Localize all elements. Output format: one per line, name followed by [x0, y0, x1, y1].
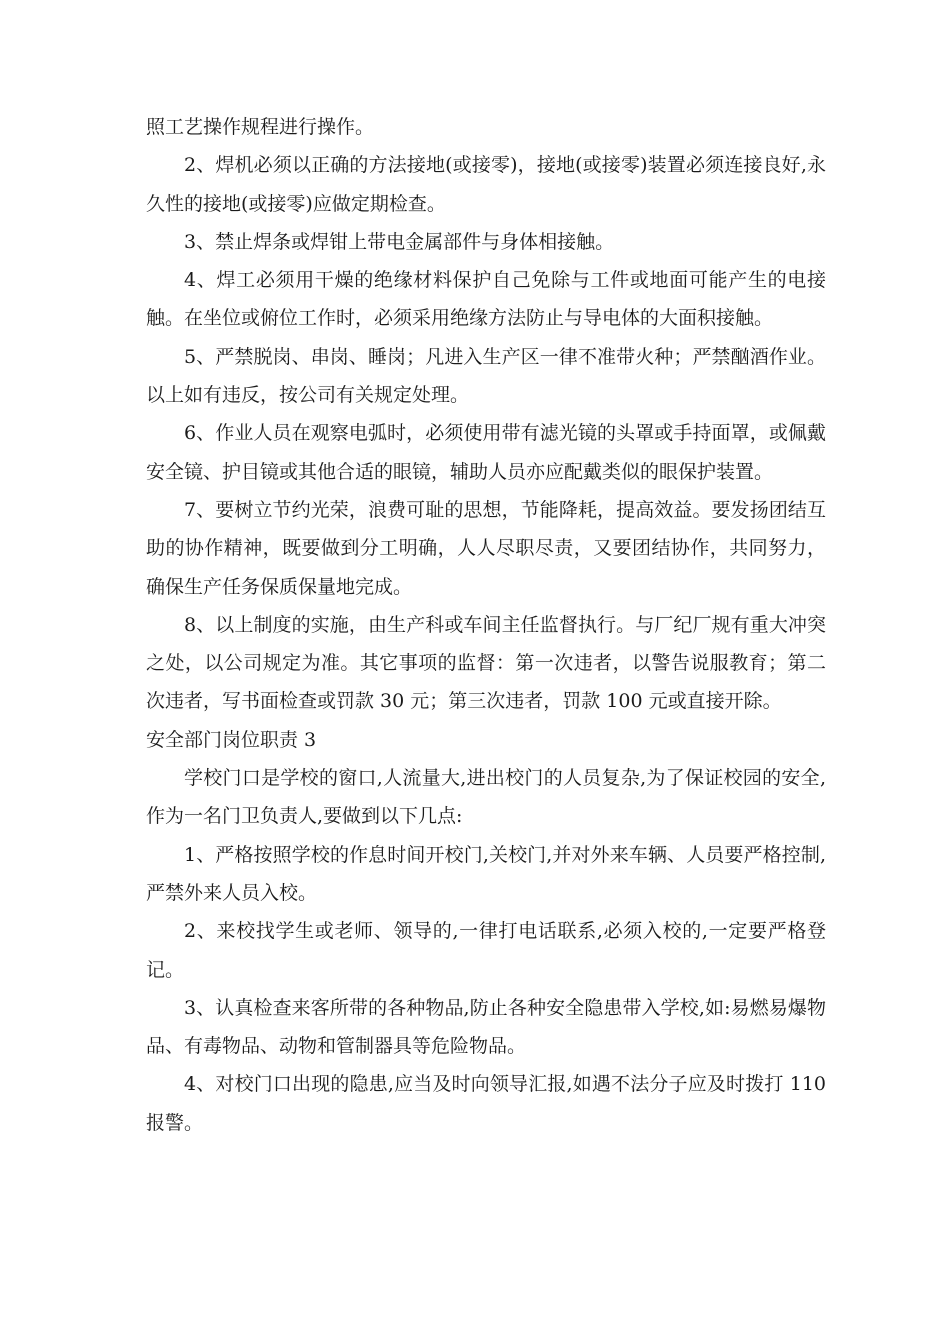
paragraph-item-7: 7、要树立节约光荣，浪费可耻的思想，节能降耗，提高效益。要发扬团结互助的协作精神，既要做到分工明确，人人尽职尽责，又要团结协作，共同努力，确保生产任务保质保量地完成。 — [146, 498, 826, 598]
paragraph-item-3: 3、禁止焊条或焊钳上带电金属部件与身体相接触。 — [184, 230, 615, 253]
document-page — [146, 108, 826, 1142]
paragraph-item-5: 5、严禁脱岗、串岗、睡岗；凡进入生产区一律不准带火种；严禁酗酒作业。以上如有违反，按公司有关规定处理。 — [146, 345, 826, 407]
paragraph-item-6: 6、作业人员在观察电弧时，必须使用带有滤光镜的头罩或手持面罩，或佩戴安全镜、护目镜或其他合适的眼镜，辅助人员亦应配戴类似的眼保护装置。 — [146, 422, 826, 483]
paragraph-item-4: 4、焊工必须用干燥的绝缘材料保护自己免除与工件或地面可能产生的电接触。在坐位或俯位工作时，必须采用绝缘方法防止与导电体的大面积接触。 — [146, 269, 826, 330]
section-heading: 安全部门岗位职责 3 — [146, 728, 317, 751]
paragraph-item-2: 2、焊机必须以正确的方法接地(或接零)，接地(或接零)装置必须连接良好,永久性的接地(或接零)应做定期检查。 — [146, 154, 826, 215]
section-item-1: 1、严格按照学校的作息时间开校门,关校门,并对外来车辆、人员要严格控制,严禁外来人员入校。 — [146, 843, 826, 904]
section-item-4: 4、对校门口出现的隐患,应当及时向领导汇报,如遇不法分子应及时拨打 110 报警。 — [146, 1073, 826, 1134]
section-intro-paragraph: 学校门口是学校的窗口,人流量大,进出校门的人员复杂,为了保证校园的安全,作为一名门卫负责人,要做到以下几点: — [146, 767, 826, 828]
paragraph-continuation: 照工艺操作规程进行操作。 — [146, 116, 375, 138]
section-item-3: 3、认真检查来客所带的各种物品,防止各种安全隐患带入学校,如:易燃易爆物品、有毒物品、动物和管制器具等危险物品。 — [146, 996, 826, 1058]
section-item-2: 2、来校找学生或老师、领导的,一律打电话联系,必须入校的,一定要严格登记。 — [146, 920, 826, 981]
paragraph-item-8: 8、以上制度的实施，由生产科或车间主任监督执行。与厂纪厂规有重大冲突之处，以公司规定为准。其它事项的监督：第一次违者，以警告说服教育；第二次违者，写书面检查或罚款 30 元；第三次违者，罚款 100 元或直接开除。 — [146, 613, 826, 713]
